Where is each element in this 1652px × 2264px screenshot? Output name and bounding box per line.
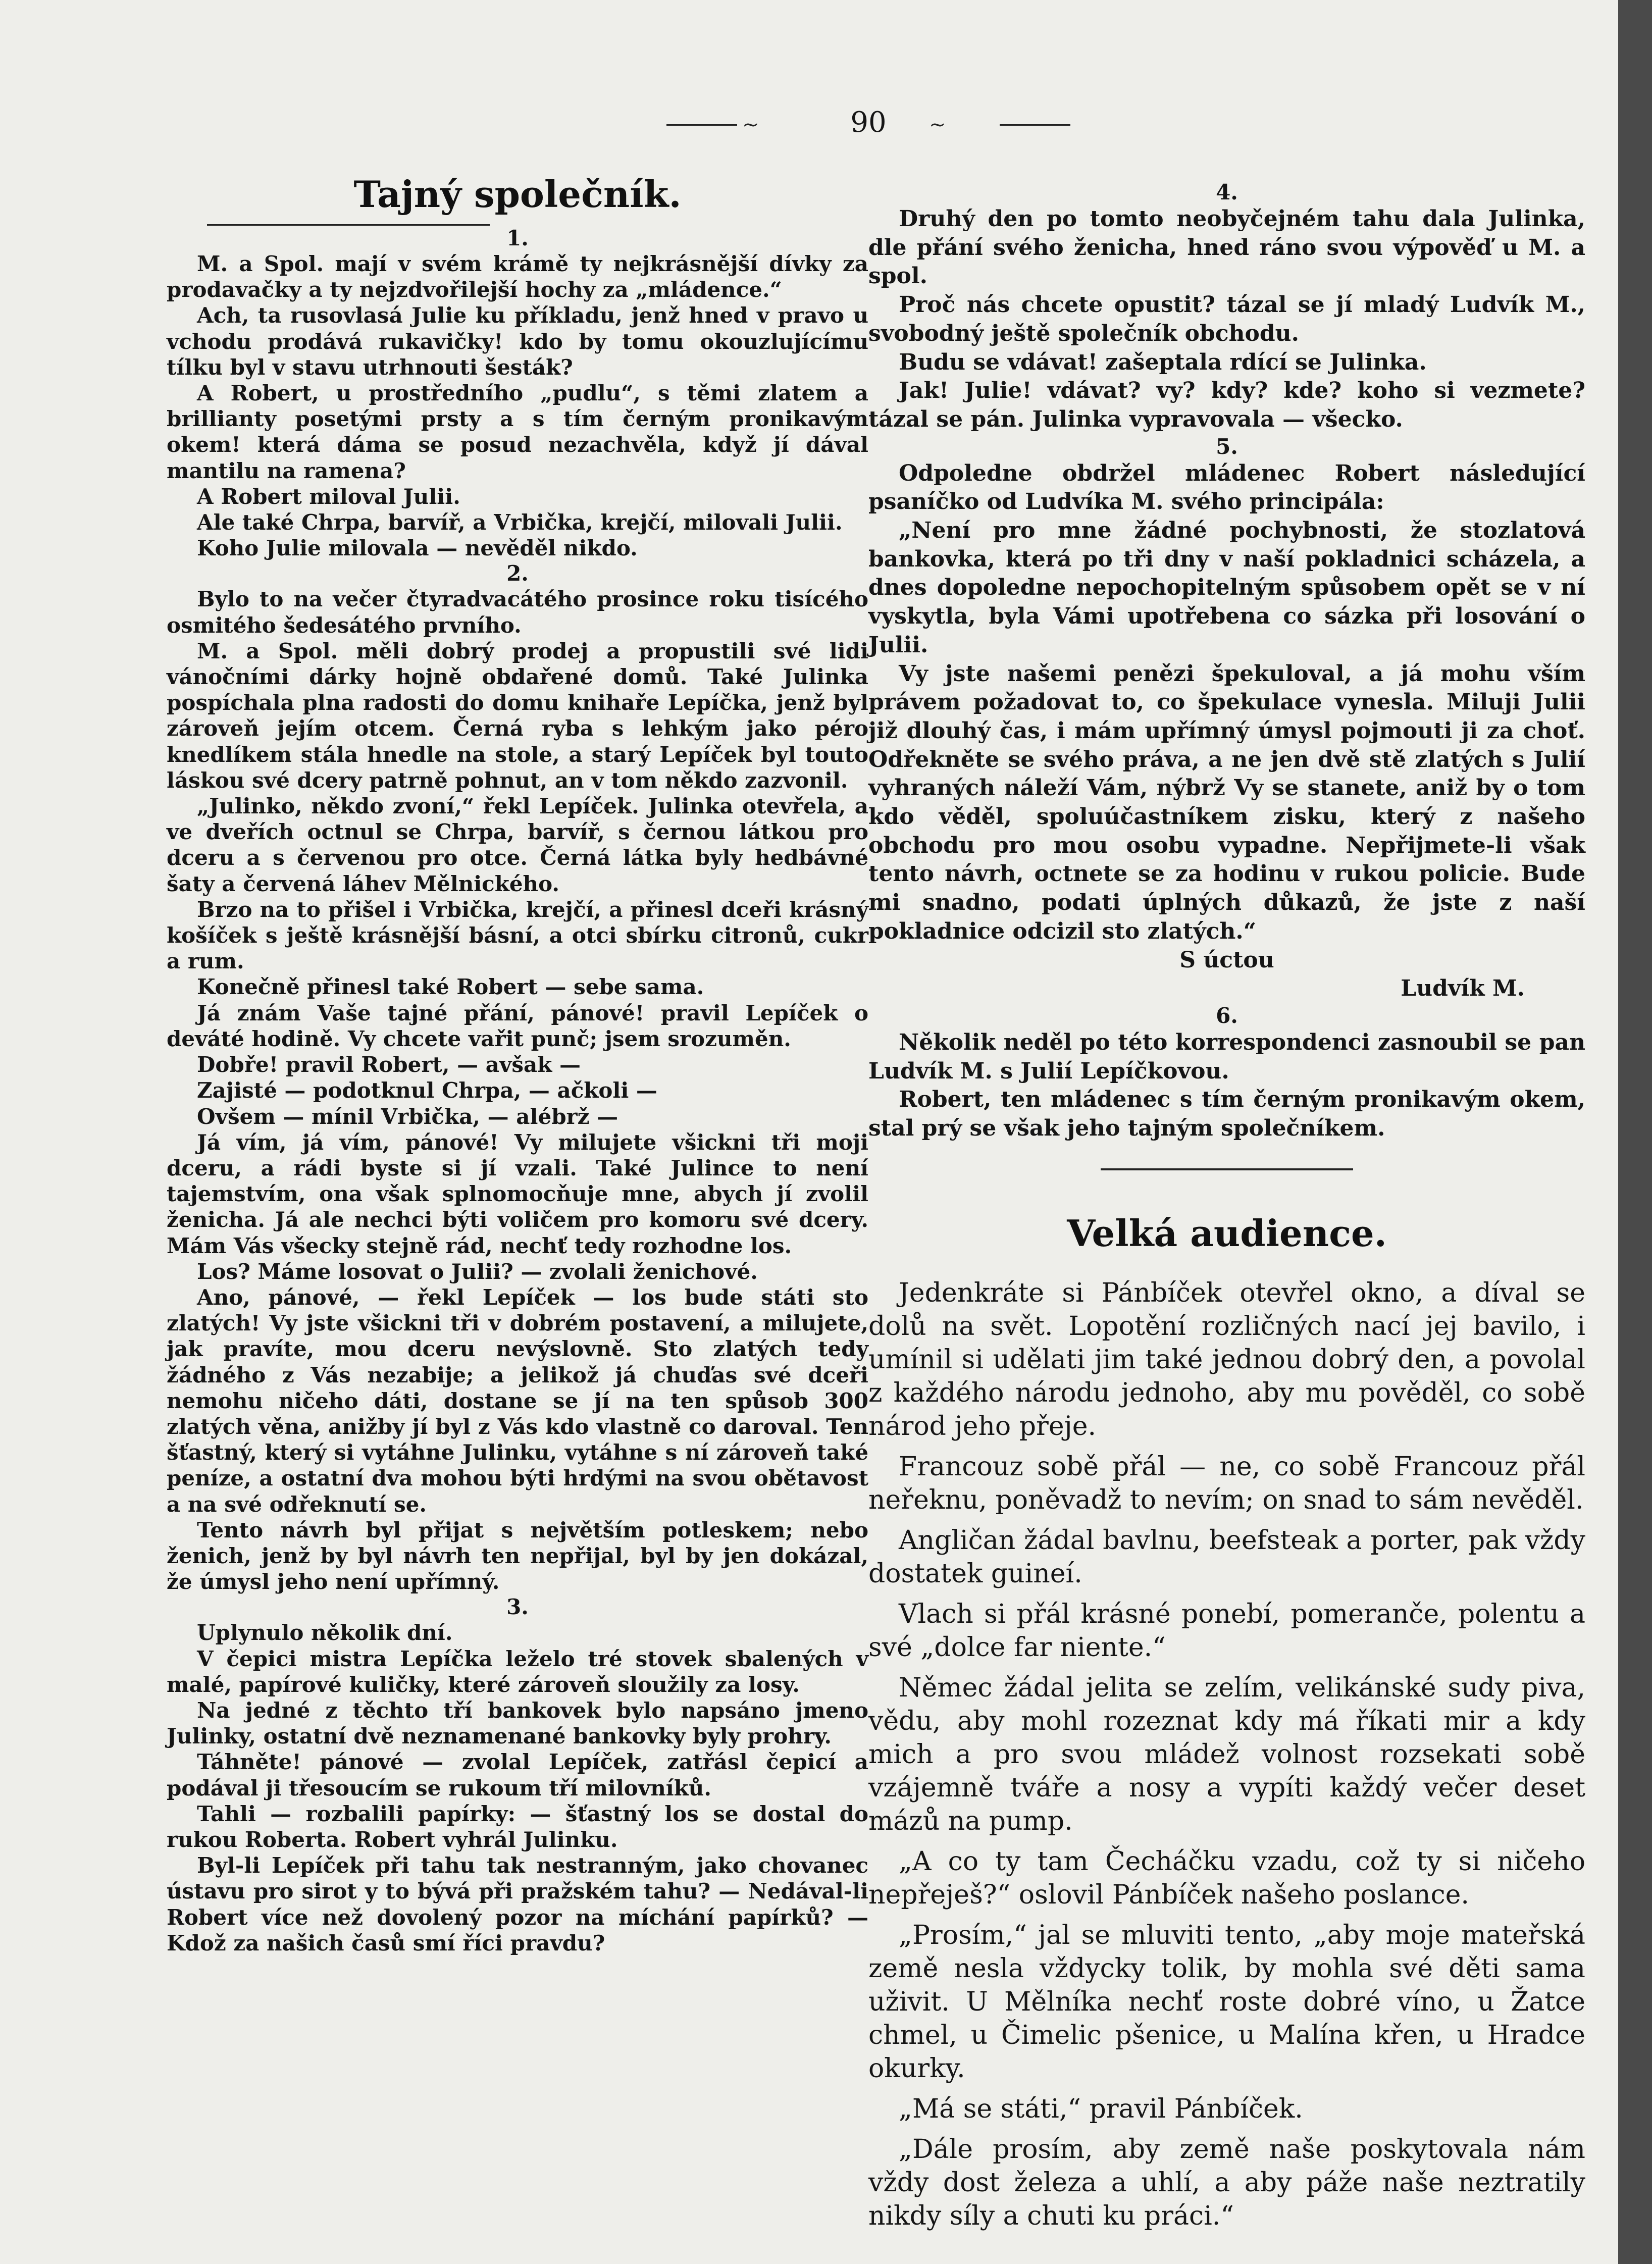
paragraph: M. a Spol. mají v svém krámě ty nejkrásnější dívky za prodavačky a ty nejzdvořilejší hochy za „mládence.“ (167, 251, 868, 302)
paragraph: Ano, pánové, — řekl Lepíček — los bude státi sto zlatých! Vy jste všickni tři v dobrém postavení, a milujete, jak pravíte, mou dceru nevýslovně. Sto zlatých tedy žádného z Vás nezabije; a jelikož já chuďas své dceři nemohu ničeho dáti, dostane se jí na ten spůsob 300 zlatých věna, anižby jí byl z Vás kdo vlastně co daroval. Ten šťastný, který si vytáhne Julinku, vytáhne s ní zároveň také peníze, a ostatní dva mohou býti hrdými na svou obětavost a na své odřeknutí se. (167, 1284, 868, 1517)
paragraph: Zajisté — podotknul Chrpa, — ačkoli — (197, 1078, 657, 1103)
letter-closing: S úctou (1179, 947, 1274, 973)
paragraph: Byl-li Lepíček při tahu tak nestranným, jako chovanec ústavu pro sirot y to bývá při pražském tahu? — Nedával-li Robert více než dovolený pozor na míchání papírků? — Kdož za našich časů smí říci pravdu? (167, 1853, 868, 1956)
paragraph: Ach, ta rusovlasá Julie ku příkladu, jenž hned v pravo u vchodu prodává rukavičky! kdo by tomu okouzlujícímu tílku byl v stavu utrhnouti šesták? (167, 303, 868, 380)
letter-signature: Ludvík M. (1401, 975, 1525, 1002)
paragraph: Ovšem — mínil Vrbička, — alébrž — (197, 1104, 618, 1129)
paragraph: Angličan žádal bavlnu, beefsteak a porter, pak vždy dostatek guineí. (868, 1525, 1585, 1589)
paragraph: Jedenkráte si Pánbíček otevřel okno, a díval se dolů na svět. Lopotění rozličných nací jej bavilo, i umínil si udělati jim také jednou dobrý den, a povolal z každého národu jednoho, aby mu pověděl, co sobě národ jeho přeje. (868, 1277, 1585, 1442)
paragraph: Francouz sobě přál — ne, co sobě Francouz přál neřeknu, poněvadž to nevím; on snad to sám nevěděl. (868, 1451, 1585, 1515)
section-number: 2. (506, 561, 529, 586)
paragraph: Na jedné z těchto tří bankovek bylo napsáno jmeno Julinky, ostatní dvě neznamenané bankovky byly prohry. (167, 1697, 868, 1749)
paragraph: Odpoledne obdržel mládenec Robert následující psaníčko od Ludvíka M. svého principála: (868, 460, 1585, 515)
paragraph: Proč nás chcete opustit? tázal se jí mladý Ludvík M., svobodný ještě společník obchodu. (868, 292, 1585, 346)
header-ornament-left (666, 113, 808, 136)
paragraph: „Má se státi,“ pravil Pánbíček. (899, 2093, 1303, 2124)
section-number: 6. (1216, 1003, 1238, 1028)
paragraph: M. a Spol. měli dobrý prodej a propustili své lidi vánočními dárky hojně obdařené domů. Také Julinka pospíchala plna radosti do domu knihaře Lepíčka, jenž byl zároveň jejím otcem. Černá ryba s lehkým jako péro knedlíkem stála hnedle na stole, a starý Lepíček byl touto láskou své dcery patrně pohnut, an v tom někdo zazvonil. (167, 638, 868, 793)
story-title: Tajný společník. (353, 173, 682, 216)
paragraph: Jak! Julie! vdávat? vy? kdy? kde? koho si vezmete? tázal se pán. Julinka vypravovala — všecko. (868, 378, 1585, 432)
paragraph: Robert, ten mládenec s tím černým pronikavým okem, stal prý se však jeho tajným společníkem. (868, 1087, 1585, 1142)
paragraph: Já znám Vaše tajné přání, pánové! pravil Lepíček o deváté hodině. Vy chcete vařit punč; jsem srozuměn. (167, 1000, 868, 1051)
paragraph: Vy jste našemi penězi špekuloval, a já mohu vším právem požadovat to, co špekulace vynesla. Miluji Julii již dlouhý čas, i mám upřímný úmysl pojmouti ji za choť. Odřekněte se svého práva, a ne jen dvě stě zlatých s Julií vyhraných náleží Vám, nýbrž Vy se stanete, aniž by o tom kdo věděl, spoluúčastníkem zisku, který z našeho obchodu pro mou osobu vypadne. Nepřijmete-li však tento návrh, octnete se za hodinu v rukou policie. Bude mi snadno, podati úplných důkazů, že jste z naší pokladnice odcizil sto zlatých.“ (868, 660, 1585, 944)
paragraph: A Robert, u prostředního „pudlu“, s těmi zlatem a brillianty posetými prsty a s tím černým pronikavým okem! která dáma se posud nezachvěla, když jí dával mantilu na ramena? (167, 381, 868, 483)
paragraph: „Dále prosím, aby země naše poskytovala nám vždy dost železa a uhlí, a aby páže naše neztratily nikdy síly a chuti ku práci.“ (868, 2134, 1585, 2231)
section-number: 5. (1216, 434, 1238, 459)
ornament-glyph: ~ (929, 113, 943, 136)
paragraph: Několik neděl po této korrespondenci zasnoubil se pan Ludvík M. s Julií Lepíčkovou. (868, 1029, 1585, 1084)
paragraph: Brzo na to přišel i Vrbička, krejčí, a přinesl dceři krásný košíček s ještě krásnější básní, a otci sbírku citronů, cukr a rum. (167, 897, 868, 974)
paragraph: „Není pro mne žádné pochybnosti, že stozlatová bankovka, která po tři dny v naší pokladnici scházela, a dnes dopoledne nepochopitelným spůsobem opět se v ní vyskytla, byla Vámi upotřebena co sázka při losování o Julii. (868, 518, 1585, 658)
story-body (868, 1276, 1585, 2233)
paragraph: Němec žádal jelita se zelím, velikánské sudy piva, vědu, aby mohl rozeznat kdy má říkati mir a kdy mich a pro svou mládež volnost rozsekati sobě vzájemně tváře a nosy a vypíti každý večer deset mázů na pump. (868, 1672, 1585, 1836)
paragraph: Los? Máme losovat o Julii? — zvolali ženichové. (197, 1259, 758, 1284)
paragraph: Dobře! pravil Robert, — avšak — (197, 1052, 581, 1077)
right-column (868, 151, 1585, 2240)
paragraph: Tahli — rozbalili papírky: — šťastný los se dostal do rukou Roberta. Robert vyhrál Julinku. (167, 1801, 868, 1852)
paragraph: Koho Julie milovala — nevěděl nikdo. (197, 536, 638, 561)
paragraph: Druhý den po tomto neobyčejném tahu dala Julinka, dle přání svého ženicha, hned ráno svou výpověď u M. a spol. (868, 206, 1585, 289)
paragraph: „Prosím,“ jal se mluviti tento, „aby moje mateřská země nesla vždycky tolik, by mohla své děti sama uživit. U Mělníka nechť roste dobré víno, u Žatce chmel, u Čimelic pšenice, u Malína křen, u Hradce okurky. (868, 1920, 1585, 2084)
paragraph: A Robert miloval Julii. (197, 484, 460, 509)
paragraph: Vlach si přál krásné ponebí, pomeranče, polentu a své „dolce far niente.“ (868, 1599, 1585, 1663)
paragraph: Táhněte! pánové — zvolal Lepíček, zatřásl čepicí a podával ji třesoucím se rukoum tří milovníků. (167, 1750, 868, 1800)
paragraph: Uplynulo několik dní. (197, 1620, 453, 1645)
paragraph: Bylo to na večer čtyradvacátého prosince roku tisícého osmitého šedesátého prvního. (167, 587, 868, 638)
left-column (167, 151, 868, 1956)
story-title: Velká audience. (1067, 1211, 1387, 1255)
section-number: 3. (506, 1594, 529, 1620)
paragraph: „A co ty tam Čecháčku vzadu, což ty si ničeho nepřeješ?“ oslovil Pánbíček našeho poslance. (868, 1846, 1585, 1910)
paragraph: Já vím, já vím, pánové! Vy milujete všickni tři moji dceru, a rádi byste si jí vzali. Také Julince to není tajemstvím, ona však splnomocňuje mne, abych jí zvolil ženicha. Já ale nechci býti voličem pro komoru své dcery. Mám Vás všecky stejně rád, nechť tedy rozhodne los. (167, 1129, 868, 1258)
paragraph: Konečně přinesl také Robert — sebe sama. (197, 974, 704, 1000)
paragraph: Tento návrh byl přijat s největším potleskem; nebo ženich, jenž by byl návrh ten nepřijal, byl by jen dokázal, že úmysl jeho není upřímný. (167, 1517, 868, 1594)
page-header (666, 101, 1070, 146)
header-ornament-right (929, 113, 1070, 136)
paragraph: „Julinko, někdo zvoní,“ řekl Lepíček. Julinka otevřela, a ve dveřích octnul se Chrpa, barvíř, s černou látkou pro dceru a s červenou pro otce. Černá látka byly hedbávné šaty a červená láhev Mělnického. (167, 794, 868, 896)
section-number: 4. (1216, 180, 1238, 204)
page-number: 90 (850, 106, 887, 139)
ornament-glyph: ~ (742, 113, 756, 136)
section-number: 1. (506, 226, 529, 250)
story-divider (1101, 1168, 1353, 1170)
paragraph: Budu se vdávat! zašeptala rdící se Julinka. (899, 349, 1427, 375)
paragraph: Ale také Chrpa, barvíř, a Vrbička, krejčí, milovali Julii. (197, 510, 843, 535)
paragraph: V čepici mistra Lepíčka leželo tré stovek sbalených v malé, papírové kuličky, které zároveň sloužily za losy. (167, 1646, 868, 1697)
